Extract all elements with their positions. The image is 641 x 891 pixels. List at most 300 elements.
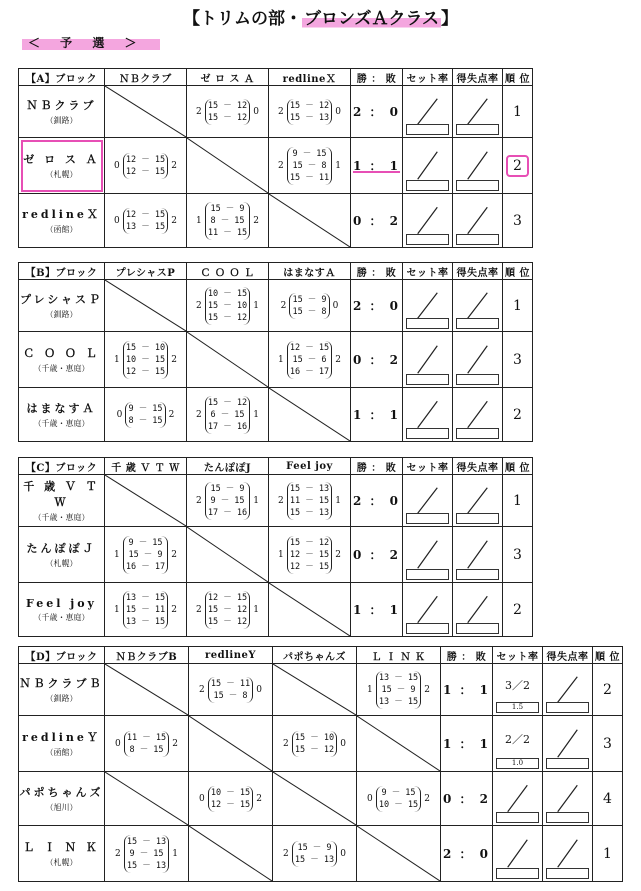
header-rank: 順 位 xyxy=(503,69,533,86)
sets-lost: 2 xyxy=(171,604,177,615)
game-scores xyxy=(205,591,250,629)
title-prefix: 【トリムの部・ xyxy=(183,9,302,29)
self-match-cell xyxy=(357,716,441,772)
game-score: 9 － 15 xyxy=(128,537,163,548)
game-score: 15 － 12 xyxy=(289,100,330,111)
team-city: （千歳・恵庭） xyxy=(33,364,90,373)
game-scores xyxy=(376,671,421,709)
rank-value: 1 xyxy=(513,103,522,120)
self-match-cell xyxy=(187,332,269,388)
score-bracket xyxy=(105,731,188,757)
sets-lost: 2 xyxy=(335,549,341,560)
set-rate-cell xyxy=(493,826,543,882)
sets-lost: 0 xyxy=(340,848,346,859)
self-match-cell xyxy=(273,772,357,826)
sets-lost: 1 xyxy=(335,160,341,171)
rank-value: 2 xyxy=(506,155,529,177)
game-score: 8 － 15 xyxy=(129,744,164,755)
match-score-cell xyxy=(105,332,187,388)
match-score-cell xyxy=(105,388,187,442)
sets-lost: 0 xyxy=(332,300,339,311)
block-header-row xyxy=(19,69,533,86)
point-rate-cell xyxy=(543,716,593,772)
self-match-cell xyxy=(105,280,187,332)
win-loss-value: 1 ： 1 xyxy=(442,737,491,751)
rank-value: 2 xyxy=(513,406,522,423)
team-city: （千歳・恵庭） xyxy=(33,612,90,622)
sets-won: 2 xyxy=(115,848,121,859)
column-team-header: redlineY xyxy=(189,647,273,664)
game-scores xyxy=(124,731,169,757)
game-scores xyxy=(124,835,169,873)
point-rate-ratio-box xyxy=(546,868,589,879)
header-wl: 勝 ： 敗 xyxy=(351,458,403,475)
game-scores xyxy=(123,591,168,629)
set-rate-ratio-box xyxy=(496,868,539,879)
set-rate-ratio-box xyxy=(496,812,539,823)
game-score: 15 － 13 xyxy=(289,483,330,494)
match-score-cell xyxy=(269,280,351,332)
title-suffix: 】 xyxy=(440,9,458,29)
game-score: 11 － 15 xyxy=(126,732,167,743)
score-bracket xyxy=(269,293,350,319)
win-loss-value: 0 ： 2 xyxy=(352,548,401,562)
point-rate-cell xyxy=(453,332,503,388)
set-rate-ratio-box xyxy=(406,180,449,191)
game-score: 15 － 12 xyxy=(207,312,248,323)
game-score: 15 － 13 xyxy=(126,860,167,871)
set-rate-cell xyxy=(403,388,453,442)
point-rate-ratio-box xyxy=(546,702,589,713)
header-wl: 勝 ： 敗 xyxy=(351,263,403,280)
team-name-cell xyxy=(19,332,105,388)
score-bracket xyxy=(187,591,268,629)
sets-lost: 2 xyxy=(171,215,177,226)
win-loss xyxy=(441,772,493,826)
match-score-cell xyxy=(269,332,351,388)
column-team-header: ＮＢクラブB xyxy=(105,647,189,664)
title-highlight: ブロンズＡクラス xyxy=(304,9,439,29)
score-bracket xyxy=(105,208,186,234)
set-rate-ratio-box xyxy=(406,318,449,329)
team-city: （釧路） xyxy=(45,310,78,319)
game-score: 15 － 12 xyxy=(207,100,248,111)
game-score: 15 － 13 xyxy=(289,112,330,123)
game-score: 8 － 15 xyxy=(210,215,245,226)
self-match-cell xyxy=(189,716,273,772)
set-rate-cell xyxy=(403,138,453,194)
block-table-3 xyxy=(18,646,623,882)
self-match-cell xyxy=(187,527,269,583)
game-scores xyxy=(208,786,253,812)
block-label: 【D】ブロック xyxy=(19,647,105,664)
game-scores xyxy=(205,482,250,520)
win-loss-value: 2 ： 0 xyxy=(352,494,401,508)
match-score-cell xyxy=(187,194,269,248)
team-city: （千歳・恵庭） xyxy=(33,513,90,522)
rank-cell xyxy=(503,138,533,194)
score-bracket xyxy=(187,202,268,240)
match-score-cell xyxy=(187,280,269,332)
score-bracket xyxy=(105,835,188,873)
set-rate-cell xyxy=(493,772,543,826)
self-match-cell xyxy=(273,664,357,716)
sets-won: 0 xyxy=(114,215,120,226)
point-rate-ratio-box xyxy=(456,623,499,634)
team-name: 千 歳 Ｖ Ｔ Ｗ xyxy=(23,480,100,509)
column-team-header: redlineＸ xyxy=(269,69,351,86)
block-label: 【B】ブロック xyxy=(19,263,105,280)
team-row xyxy=(19,664,623,716)
game-score: 15 － 12 xyxy=(207,616,248,627)
rank-cell xyxy=(593,716,623,772)
sets-won: 2 xyxy=(196,604,202,615)
team-name: ゼ ロ ス Ａ xyxy=(23,153,100,166)
point-rate-cell xyxy=(543,664,593,716)
team-row xyxy=(19,138,533,194)
point-rate-ratio-box xyxy=(456,374,499,385)
header-point: 得失点率 xyxy=(453,263,503,280)
game-scores xyxy=(205,202,250,240)
game-score: 15 － 9 xyxy=(381,684,416,695)
header-set: セット率 xyxy=(493,647,543,664)
set-rate-ratio: 1.0 xyxy=(496,758,539,769)
point-rate-cell xyxy=(453,138,503,194)
sets-won: 2 xyxy=(196,300,202,311)
score-bracket xyxy=(105,341,186,379)
block-table-2 xyxy=(18,457,533,637)
match-score-cell xyxy=(189,664,273,716)
game-score: 15 － 11 xyxy=(125,604,166,615)
game-score: 15 － 9 xyxy=(292,294,327,305)
game-score: 12 － 15 xyxy=(289,561,330,572)
set-rate-cell xyxy=(403,527,453,583)
score-bracket xyxy=(273,731,356,757)
team-name-cell xyxy=(19,664,105,716)
sets-won: 1 xyxy=(114,354,120,365)
team-row xyxy=(19,280,533,332)
point-rate-cell xyxy=(453,388,503,442)
team-row xyxy=(19,772,623,826)
game-score: 12 － 15 xyxy=(125,154,166,165)
self-match-cell xyxy=(357,826,441,882)
game-scores xyxy=(205,287,250,325)
game-score: 15 － 11 xyxy=(289,172,330,183)
sets-won: 1 xyxy=(367,684,373,695)
self-match-cell xyxy=(105,772,189,826)
sets-won: 0 xyxy=(115,738,121,749)
point-rate-ratio-box xyxy=(546,812,589,823)
header-set: セット率 xyxy=(403,263,453,280)
rank-value: 3 xyxy=(513,351,522,368)
header-rank: 順 位 xyxy=(503,458,533,475)
header-set: セット率 xyxy=(403,458,453,475)
game-scores xyxy=(123,153,168,179)
point-rate-cell xyxy=(543,826,593,882)
score-bracket xyxy=(187,482,268,520)
team-row xyxy=(19,583,533,637)
rank-value: 1 xyxy=(603,845,612,862)
sets-lost: 1 xyxy=(335,495,341,506)
self-match-cell xyxy=(269,388,351,442)
sets-lost: 1 xyxy=(172,848,178,859)
game-score: 13 － 15 xyxy=(125,616,166,627)
rank-cell xyxy=(503,280,533,332)
rank-cell xyxy=(593,826,623,882)
sets-won: 0 xyxy=(114,160,120,171)
game-score: 15 － 10 xyxy=(294,732,335,743)
team-name: ＮＢクラブＢ xyxy=(19,677,104,690)
match-score-cell xyxy=(187,475,269,527)
match-score-cell xyxy=(187,86,269,138)
game-score: 15 － 8 xyxy=(213,690,248,701)
set-rate-ratio-box xyxy=(406,234,449,245)
column-team-header: Ｌ Ｉ Ｎ Ｋ xyxy=(357,647,441,664)
team-city: （札幌） xyxy=(45,559,78,568)
self-match-cell xyxy=(269,583,351,637)
block-table-1 xyxy=(18,262,533,442)
sets-lost: 2 xyxy=(424,684,430,695)
score-bracket xyxy=(189,786,272,812)
score-bracket xyxy=(105,402,186,428)
rank-value: 2 xyxy=(513,601,522,618)
team-name: Ｌ Ｉ Ｎ Ｋ xyxy=(23,841,100,854)
win-loss xyxy=(441,716,493,772)
point-rate-ratio-box xyxy=(456,318,499,329)
team-name-cell xyxy=(19,475,105,527)
rank-value: 3 xyxy=(513,546,522,563)
point-rate-cell xyxy=(453,280,503,332)
game-score: 15 － 8 xyxy=(292,160,327,171)
sets-won: 2 xyxy=(278,106,284,117)
game-scores xyxy=(292,841,337,867)
sets-won: 2 xyxy=(283,848,289,859)
sets-lost: 2 xyxy=(172,738,178,749)
team-city: （札幌） xyxy=(45,170,78,179)
sets-lost: 2 xyxy=(171,354,177,365)
score-bracket xyxy=(187,396,268,434)
rank-cell xyxy=(593,772,623,826)
column-team-header: 千 歳 Ｖ Ｔ Ｗ xyxy=(105,458,187,475)
block-table-0 xyxy=(18,68,533,248)
sets-won: 2 xyxy=(278,495,284,506)
sets-won: 2 xyxy=(196,409,202,420)
sets-lost: 0 xyxy=(253,106,259,117)
team-name-cell xyxy=(19,527,105,583)
game-score: 15 － 9 xyxy=(210,203,245,214)
win-loss xyxy=(351,138,403,194)
team-name: プレシャスＰ xyxy=(19,293,104,306)
game-score: 12 － 15 xyxy=(125,366,166,377)
point-rate-cell xyxy=(453,527,503,583)
win-loss-value: 1 ： 1 xyxy=(352,603,401,617)
game-score: 15 － 12 xyxy=(289,537,330,548)
game-score: 9 － 15 xyxy=(210,495,245,506)
game-scores xyxy=(376,786,421,812)
score-bracket xyxy=(105,536,186,574)
team-name: redlineＹ xyxy=(22,731,101,744)
column-team-header: Ｃ Ｏ Ｏ Ｌ xyxy=(187,263,269,280)
set-rate-ratio: 1.5 xyxy=(496,702,539,713)
column-team-header: Feel joy xyxy=(269,458,351,475)
score-bracket xyxy=(105,591,186,629)
score-bracket xyxy=(105,153,186,179)
game-score: 15 － 12 xyxy=(294,744,335,755)
rank-value: 1 xyxy=(513,297,522,314)
game-scores xyxy=(205,99,250,125)
set-rate-ratio-box xyxy=(406,623,449,634)
team-city: （釧路） xyxy=(45,694,78,703)
win-loss-value: 0 ： 2 xyxy=(352,214,401,228)
game-scores xyxy=(287,536,332,574)
point-rate-cell xyxy=(543,772,593,826)
column-team-header: ＮＢクラブ xyxy=(105,69,187,86)
team-name-cell xyxy=(19,826,105,882)
team-row xyxy=(19,332,533,388)
win-loss-value: 2 ： 0 xyxy=(442,847,491,861)
score-bracket xyxy=(357,786,440,812)
set-rate-cell xyxy=(403,194,453,248)
sets-won: 0 xyxy=(116,409,123,420)
set-rate-value: 2／2 xyxy=(505,732,530,746)
sets-won: 2 xyxy=(196,106,202,117)
point-rate-ratio-box xyxy=(456,513,499,524)
set-rate-cell xyxy=(493,664,543,716)
set-rate-ratio-box xyxy=(406,569,449,580)
team-name-cell xyxy=(19,388,105,442)
sets-won: 1 xyxy=(196,215,202,226)
rank-value: 3 xyxy=(603,735,612,752)
point-rate-cell xyxy=(453,86,503,138)
game-score: 9 － 15 xyxy=(381,787,416,798)
sets-won: 0 xyxy=(367,793,373,804)
game-scores xyxy=(205,396,250,434)
match-score-cell xyxy=(187,583,269,637)
game-score: 15 － 10 xyxy=(207,300,248,311)
match-score-cell xyxy=(269,475,351,527)
sets-lost: 2 xyxy=(168,409,175,420)
point-rate-ratio-box xyxy=(456,569,499,580)
match-score-cell xyxy=(357,664,441,716)
point-rate-cell xyxy=(453,583,503,637)
game-score: 9 － 15 xyxy=(292,148,327,159)
sets-lost: 2 xyxy=(171,549,177,560)
block-header-row xyxy=(19,647,623,664)
sets-won: 2 xyxy=(199,684,205,695)
team-name: はまなすＡ xyxy=(26,402,97,415)
sets-lost: 1 xyxy=(253,604,259,615)
game-score: 10 － 15 xyxy=(210,787,251,798)
set-rate-cell xyxy=(403,583,453,637)
score-bracket xyxy=(273,841,356,867)
game-score: 13 － 15 xyxy=(125,221,166,232)
sets-won: 1 xyxy=(278,549,284,560)
win-loss xyxy=(351,332,403,388)
rank-cell xyxy=(503,332,533,388)
game-scores xyxy=(287,99,332,125)
team-name-cell xyxy=(19,772,105,826)
set-rate-cell xyxy=(403,86,453,138)
sets-lost: 2 xyxy=(253,215,259,226)
game-scores xyxy=(123,208,168,234)
game-score: 13 － 15 xyxy=(378,696,419,707)
sets-lost: 0 xyxy=(256,684,262,695)
game-score: 15 － 13 xyxy=(126,836,167,847)
set-rate-ratio-box xyxy=(406,374,449,385)
sets-lost: 0 xyxy=(335,106,341,117)
game-score: 6 － 15 xyxy=(210,409,245,420)
team-row xyxy=(19,194,533,248)
rank-cell xyxy=(503,86,533,138)
match-score-cell xyxy=(189,772,273,826)
rank-value: 1 xyxy=(513,492,522,509)
set-rate-value: 3／2 xyxy=(505,678,530,692)
team-name: Ｃ Ｏ Ｏ Ｌ xyxy=(23,347,100,360)
win-loss xyxy=(351,194,403,248)
sets-lost: 1 xyxy=(253,409,259,420)
team-name-cell xyxy=(19,583,105,637)
point-rate-ratio-box xyxy=(456,180,499,191)
game-scores xyxy=(287,482,332,520)
game-score: 15 － 11 xyxy=(210,678,251,689)
game-score: 12 － 15 xyxy=(289,549,330,560)
score-bracket xyxy=(269,99,350,125)
game-score: 16 － 17 xyxy=(125,561,166,572)
self-match-cell xyxy=(269,194,351,248)
match-score-cell xyxy=(105,138,187,194)
set-rate-cell xyxy=(493,716,543,772)
set-rate-cell xyxy=(403,280,453,332)
win-loss xyxy=(441,664,493,716)
column-team-header: プレシャスP xyxy=(105,263,187,280)
match-score-cell xyxy=(105,194,187,248)
header-rank: 順 位 xyxy=(593,647,623,664)
team-name-cell xyxy=(19,138,105,194)
win-loss xyxy=(351,583,403,637)
game-score: 15 － 9 xyxy=(297,842,332,853)
game-score: 10 － 15 xyxy=(125,354,166,365)
game-score: 13 － 15 xyxy=(378,672,419,683)
game-score: 9 － 15 xyxy=(129,848,164,859)
team-row xyxy=(19,86,533,138)
game-score: 15 － 10 xyxy=(125,342,166,353)
game-score: 12 － 15 xyxy=(207,592,248,603)
score-bracket xyxy=(187,287,268,325)
sets-lost: 2 xyxy=(256,793,262,804)
set-rate-cell xyxy=(403,475,453,527)
score-bracket xyxy=(187,99,268,125)
match-score-cell xyxy=(269,527,351,583)
win-loss-value: 1 ： 1 xyxy=(352,159,401,173)
match-score-cell xyxy=(105,583,187,637)
score-bracket xyxy=(269,482,350,520)
game-score: 17 － 16 xyxy=(207,421,248,432)
match-score-cell xyxy=(105,826,189,882)
team-city: （千歳・恵庭） xyxy=(33,419,90,428)
sets-lost: 2 xyxy=(424,793,430,804)
score-bracket xyxy=(269,536,350,574)
match-score-cell xyxy=(269,86,351,138)
win-loss xyxy=(351,527,403,583)
win-loss xyxy=(351,388,403,442)
point-rate-ratio-box xyxy=(456,124,499,135)
header-point: 得失点率 xyxy=(453,69,503,86)
game-score: 15 － 9 xyxy=(210,483,245,494)
game-score: 11 － 15 xyxy=(207,227,248,238)
page-title xyxy=(0,4,641,29)
score-bracket xyxy=(357,671,440,709)
rank-cell xyxy=(503,527,533,583)
